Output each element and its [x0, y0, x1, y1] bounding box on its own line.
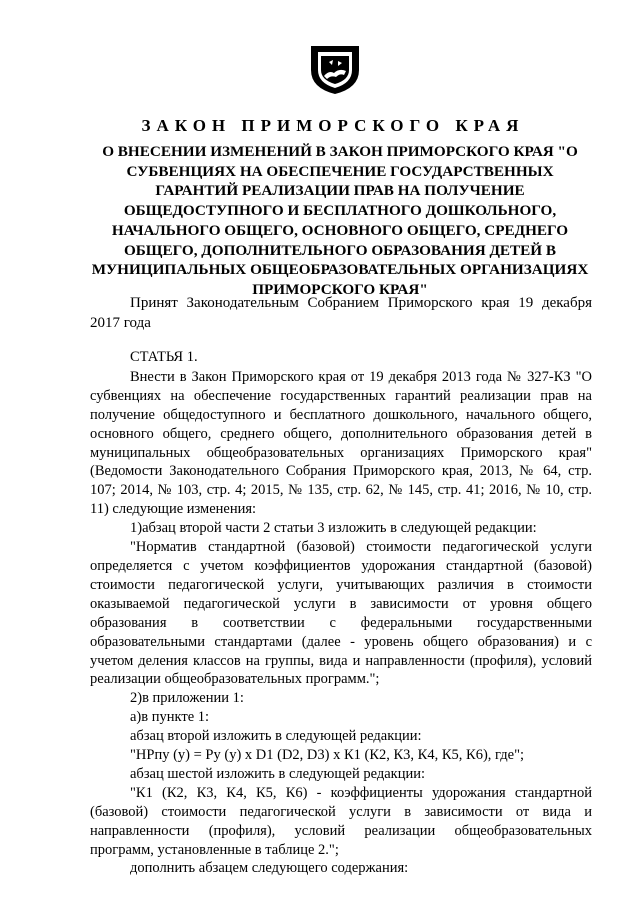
- paragraph: абзац второй изложить в следующей редакции:: [130, 728, 422, 745]
- document-body: [90, 348, 592, 878]
- paragraph: Внести в Закон Приморского края от 19 декабря 2013 года № 327-КЗ "О субвенциях на обеспечение государственных гарантий реализации прав на получение общедоступного и бесплатного дошкольного, начального общего, основного общего, среднего общего, дополнительного образования детей в муниципальных общеобразовательных организациях Приморского края" (Ведомости Законодательного Собрания Приморского края, 2013, № 64, стр. 107; 2014, № 103, стр. 4; 2015, № 135, стр. 62, № 145, стр. 41; 2016, № 10, стр. 11) следующие изменения:: [90, 368, 592, 518]
- coat-of-arms-icon: [307, 40, 363, 96]
- paragraph: "НРпу (у) = Ру (у) x D1 (D2, D3) x К1 (К2, К3, К4, К5, К6), где";: [130, 747, 525, 764]
- paragraph: абзац шестой изложить в следующей редакции:: [130, 765, 425, 782]
- adoption-note: Принят Законодательным Собранием Приморского края 19 декабря 2017 года: [90, 295, 592, 331]
- paragraph: 1)абзац второй части 2 статьи 3 изложить в следующей редакции:: [130, 520, 537, 537]
- paragraph: "Норматив стандартной (базовой) стоимости педагогической услуги определяется с учетом коэффициентов удорожания стандартной (базовой) стоимости педагогической услуги, учитывающих различия в стоимости оказываемой педагогической услуги в зависимости от уровня общего образования в соответствии с федеральными государственными образовательными стандартами (далее - уровень общего образования) и с учетом деления классов на группы, вида и направленности (профиля), условий реализации общеобразовательных программ.";: [90, 539, 592, 688]
- article-heading: СТАТЬЯ 1.: [130, 349, 198, 365]
- paragraph: "К1 (К2, К3, К4, К5, К6) - коэффициенты удорожания стандартной (базовой) стоимости педагогической услуги в зависимости от вида и направленности (профиля), условий реализации общеобразовательных программ, установленные в таблице 2.";: [90, 784, 592, 858]
- law-title: ЗАКОН ПРИМОРСКОГО КРАЯ: [141, 116, 525, 135]
- law-subtitle: О ВНЕСЕНИИ ИЗМЕНЕНИЙ В ЗАКОН ПРИМОРСКОГО КРАЯ "О СУБВЕНЦИЯХ НА ОБЕСПЕЧЕНИЕ ГОСУДАРСТВЕННЫХ ГАРАНТИЙ РЕАЛИЗАЦИИ ПРАВ НА ПОЛУЧЕНИЕ ОБЩЕДОСТУПНОГО И БЕСПЛАТНОГО ДОШКОЛЬНОГО, НАЧАЛЬНОГО ОБЩЕГО, ОСНОВНОГО ОБЩЕГО, СРЕДНЕГО ОБЩЕГО, ДОПОЛНИТЕЛЬНОГО ОБРАЗОВАНИЯ ДЕТЕЙ В МУНИЦИПАЛЬНЫХ ОБЩЕОБРАЗОВАТЕЛЬНЫХ ОРГАНИЗАЦИЯХ ПРИМОРСКОГО КРАЯ": [91, 143, 589, 298]
- paragraph: а)в пункте 1:: [130, 709, 210, 726]
- paragraph: 2)в приложении 1:: [130, 690, 244, 707]
- paragraph: дополнить абзацем следующего содержания:: [130, 860, 409, 877]
